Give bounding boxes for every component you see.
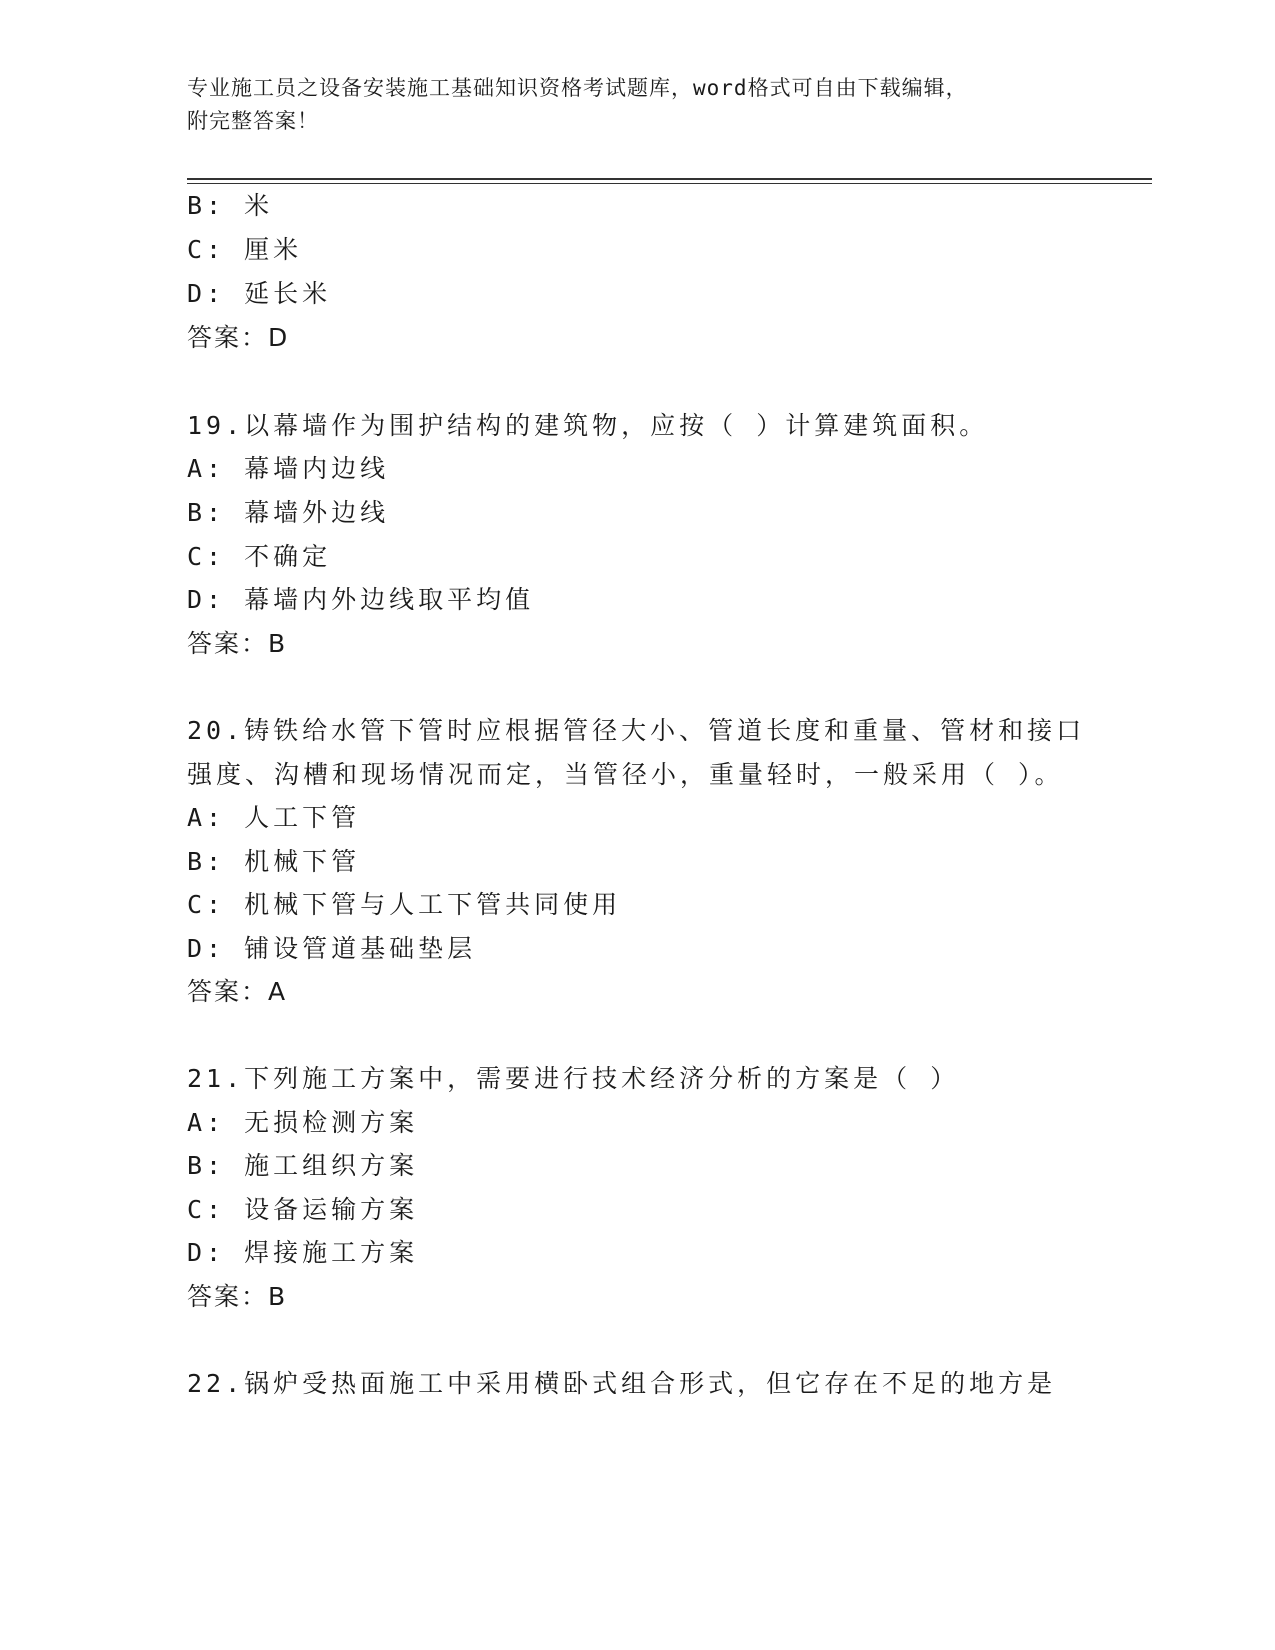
- option-line: B: 施工组织方案: [187, 1151, 419, 1180]
- header-divider-thin: [187, 183, 1152, 184]
- answer-line: 答案：D: [187, 323, 290, 352]
- question-stem: 21.下列施工方案中，需要进行技术经济分析的方案是（ ）: [187, 1064, 960, 1093]
- question-stem: 19.以幕墙作为围护结构的建筑物，应按（ ）计算建筑面积。: [187, 411, 989, 440]
- question-stem: 强度、沟槽和现场情况而定，当管径小，重量轻时，一般采用（ ）。: [187, 760, 1064, 789]
- option-line: C: 不确定: [187, 542, 332, 571]
- header-line-2: 附完整答案！: [187, 109, 319, 133]
- option-line: D: 延长米: [187, 279, 332, 308]
- option-line: B: 幕墙外边线: [187, 498, 390, 527]
- option-line: B: 机械下管: [187, 847, 361, 876]
- option-line: D: 焊接施工方案: [187, 1238, 419, 1267]
- option-line: C: 厘米: [187, 235, 303, 264]
- header-divider-thick: [187, 178, 1152, 180]
- question-stem: 22.锅炉受热面施工中采用横卧式组合形式，但它存在不足的地方是: [187, 1369, 1057, 1398]
- option-line: C: 设备运输方案: [187, 1195, 419, 1224]
- option-line: B: 米: [187, 191, 274, 220]
- header-line-1: 专业施工员之设备安装施工基础知识资格考试题库，word格式可自由下载编辑，: [187, 76, 968, 100]
- answer-line: 答案：B: [187, 629, 288, 658]
- option-line: A: 无损检测方案: [187, 1108, 419, 1137]
- answer-line: 答案：A: [187, 977, 288, 1006]
- option-line: A: 幕墙内边线: [187, 454, 390, 483]
- option-line: C: 机械下管与人工下管共同使用: [187, 890, 622, 919]
- option-line: D: 铺设管道基础垫层: [187, 934, 477, 963]
- question-stem: 20.铸铁给水管下管时应根据管径大小、管道长度和重量、管材和接口: [187, 716, 1086, 745]
- option-line: A: 人工下管: [187, 803, 361, 832]
- option-line: D: 幕墙内外边线取平均值: [187, 585, 535, 614]
- answer-line: 答案：B: [187, 1282, 288, 1311]
- document-header: [187, 72, 1087, 138]
